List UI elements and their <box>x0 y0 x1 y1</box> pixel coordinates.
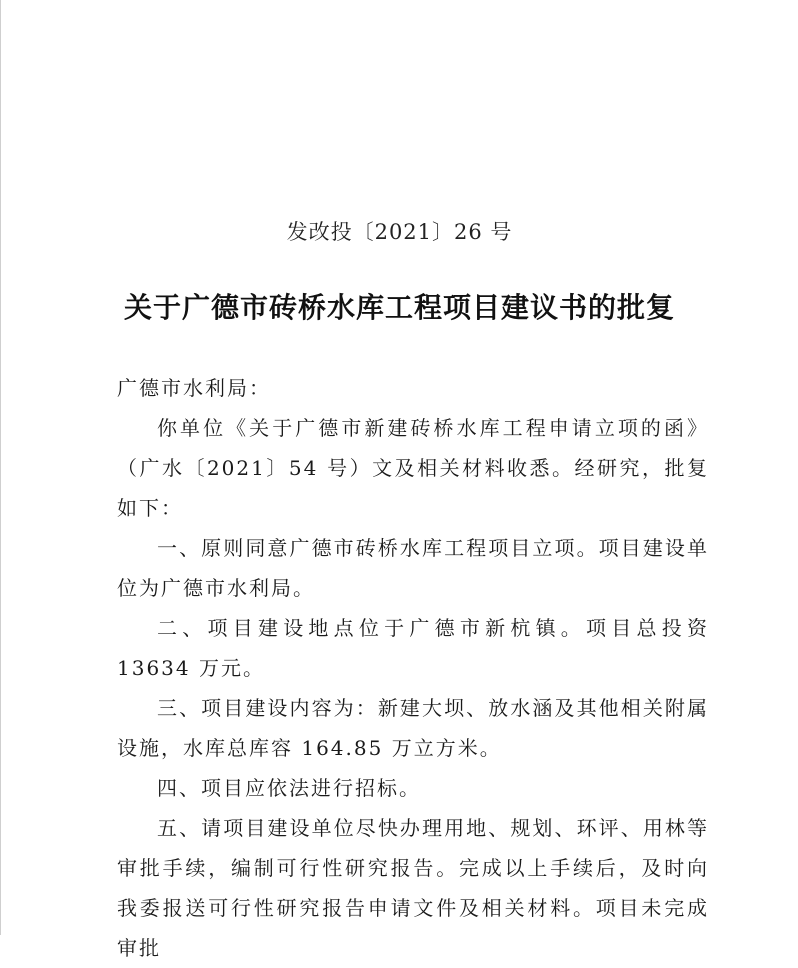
paragraph-item-4: 四、项目应依法进行招标。 <box>157 776 421 800</box>
paragraph-item-5: 五、请项目建设单位尽快办理用地、规划、环评、用林等审批手续，编制可行性研究报告。完成以上手续后，及时向我委报送可行性研究报告申请文件及相关材料。项目未完成审批 <box>117 816 709 960</box>
document-number: 发改投〔2021〕26 号 <box>286 220 513 244</box>
paragraph-item-3: 三、项目建设内容为：新建大坝、放水涵及其他相关附属设施，水库总库容 164.85 万立方米。 <box>117 696 709 760</box>
paragraph-intro: 你单位《关于广德市新建砖桥水库工程申请立项的函》（广水〔2021〕54 号）文及相关材料收悉。经研究，批复如下： <box>117 416 709 520</box>
paragraph-item-2: 二、项目建设地点位于广德市新杭镇。项目总投资 13634 万元。 <box>117 616 709 680</box>
paragraph-item-1: 一、原则同意广德市砖桥水库工程项目立项。项目建设单位为广德市水利局。 <box>117 536 709 600</box>
addressee: 广德市水利局： <box>117 376 271 400</box>
document-title: 关于广德市砖桥水库工程项目建议书的批复 <box>123 291 675 324</box>
document-body <box>117 368 709 968</box>
